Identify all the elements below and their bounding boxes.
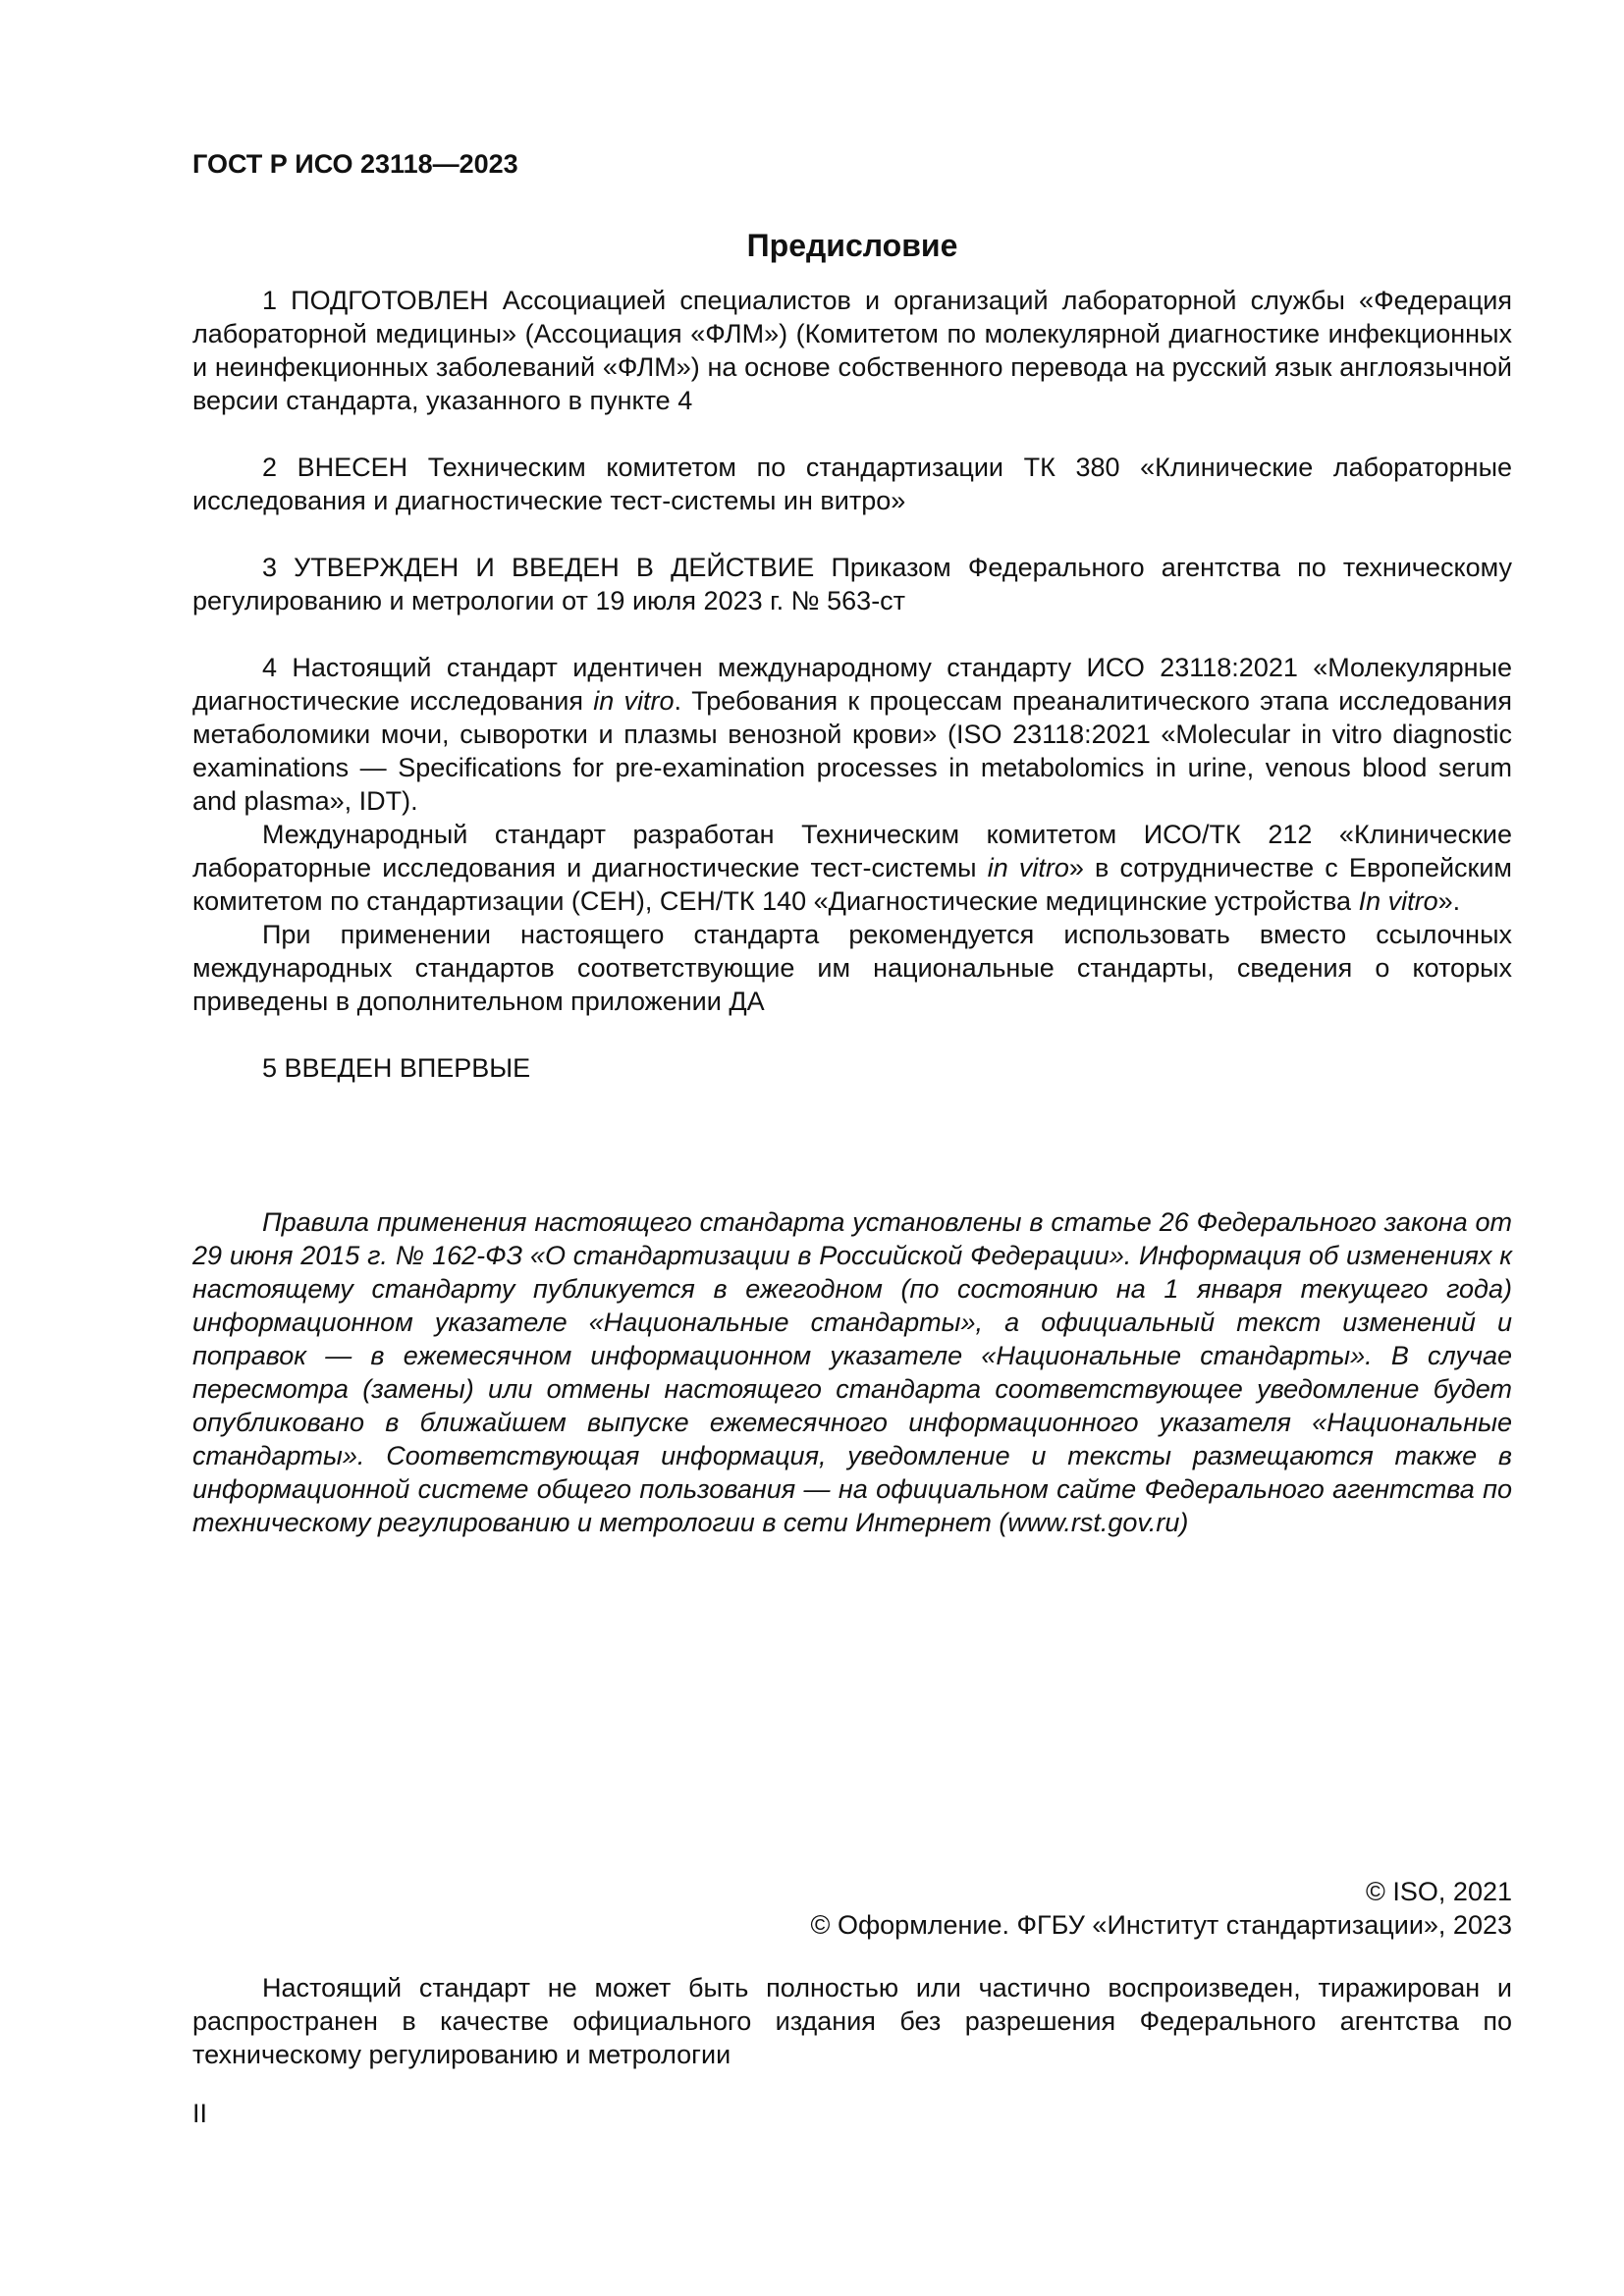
notice-paragraph: Правила применения настоящего стандарта установлены в статье 26 Федерального закона от 29 июня 2015 г. № 162-ФЗ «О стандартизации в Российской Федерации». Информация об изменениях к настоящему стандарту публикуется в ежегодном (по состоянию на 1 января текущего года) информационном указателе «Национальные стандарты», а официальный текст изменений и поправок — в ежемесячном информационном указателе «Национальные стандарты». В случае пересмотра (замены) или отмены настоящего стандарта соответствующее уведомление будет опубликовано в ближайшем выпуске ежемесячного информационного указателя «Национальные стандарты». Соответствующая информация, уведомление и тексты размещаются также в информационной системе общего пользования — на официальном сайте Федерального агентства по техническому регулированию и метрологии в сети Интернет (www.rst.gov.ru) [192, 1207, 1512, 1537]
reproduction-notice: Настоящий стандарт не может быть полностью или частично воспроизведен, тиражирован и распространен в качестве официального издания без разрешения Федерального агентства по техническому регулированию и метрологии [192, 1973, 1512, 2069]
paragraph-prepared: 1 ПОДГОТОВЛЕН Ассоциацией специалистов и организаций лабораторной службы «Федерация лабораторной медицины» (Ассоциация «ФЛМ») (Комитетом по молекулярной диагностике инфекционных и неинфекционных заболеваний «ФЛМ») на основе собственного перевода на русский язык англоязычной версии стандарта, указанного в пункте 4 [192, 286, 1512, 415]
copyright-design: © Оформление. ФГБУ «Институт стандартизации», 2023 [810, 1910, 1512, 1940]
text-segment: » в сотрудничестве с Европейским комитетом по стандартизации (СЕН), СЕН/ТК 140 «Диагностические медицинские устройства [192, 853, 1512, 916]
copyright-block [192, 1875, 1512, 1942]
paragraph-submitted: 2 ВНЕСЕН Техническим комитетом по стандартизации ТК 380 «Клинические лабораторные исследования и диагностические тест-системы ин витро» [192, 453, 1512, 515]
text-segment: . Требования к процессам преаналитического этапа исследования метаболомики мочи, сыворотки и плазмы венозной крови» (ISO 23118:2021 «Molecular in vitro diagnostic examinations — Specifications for pre-examination processes in metabolomics in urine, venous blood serum and plasma», IDT). [192, 686, 1512, 816]
paragraph-first-introduced: 5 ВВЕДЕН ВПЕРВЫЕ [262, 1053, 531, 1083]
text-segment: 4 Настоящий стандарт идентичен международному стандарту ИСО 23118:2021 «Молекулярные диагностические исследования [192, 653, 1512, 716]
footer-notice [192, 1971, 1512, 2071]
italic-term: in vitro [593, 686, 675, 716]
standard-code-header: ГОСТ Р ИСО 23118—2023 [192, 149, 518, 179]
preface-body [192, 284, 1512, 1539]
page-number: II [192, 2099, 208, 2128]
text-segment: Международный стандарт разработан Техническим комитетом ИСО/ТК 212 «Клинические лабораторные исследования и диагностические тест-системы [192, 820, 1512, 882]
paragraph-identical-standard [192, 651, 1512, 818]
text-segment: ». [1437, 886, 1461, 916]
paragraph-international-standard [192, 818, 1512, 918]
copyright-iso: © ISO, 2021 [1366, 1877, 1512, 1906]
paragraph-application: При применении настоящего стандарта рекомендуется использовать вместо ссылочных международных стандартов соответствующие им национальные стандарты, сведения о которых приведены в дополнительном приложении ДА [192, 920, 1512, 1016]
italic-term: In vitro [1358, 886, 1438, 916]
paragraph-approved: 3 УТВЕРЖДЕН И ВВЕДЕН В ДЕЙСТВИЕ Приказом Федерального агентства по техническому регулированию и метрологии от 19 июля 2023 г. № 563-ст [192, 553, 1512, 615]
italic-term: in vitro [987, 853, 1069, 882]
page-title: Предисловие [746, 228, 958, 263]
